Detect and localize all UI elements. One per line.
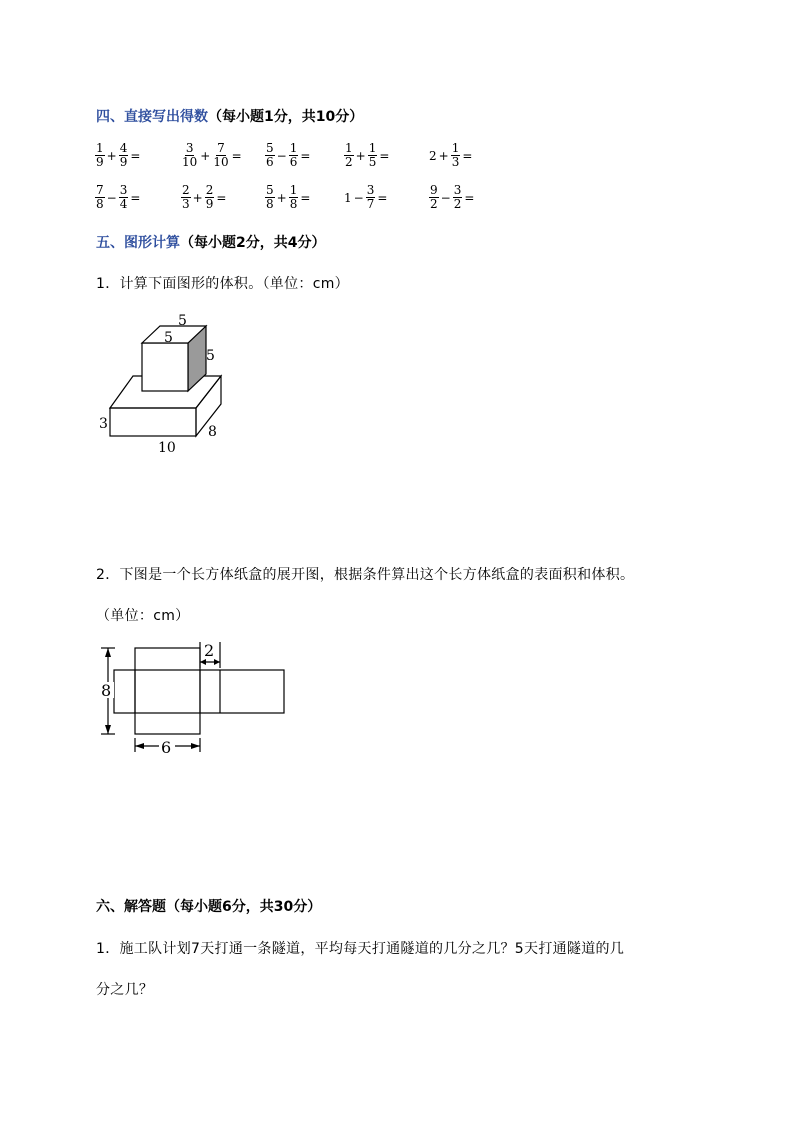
operator: +	[438, 148, 449, 163]
numerator: 3	[119, 183, 128, 197]
fraction	[205, 184, 215, 211]
denominator: 3	[182, 197, 190, 211]
arithmetic-expression	[94, 184, 141, 211]
operator: +	[200, 148, 211, 163]
fraction	[119, 142, 129, 169]
section-4-heading	[96, 106, 363, 126]
arithmetic-expression	[264, 184, 311, 211]
fraction	[212, 142, 229, 169]
denominator: 9	[119, 155, 128, 169]
cuboid-net-figure	[98, 638, 298, 762]
label-bottom: 10	[158, 440, 176, 456]
fraction	[95, 184, 105, 211]
question-5-2-line-1: 2．下图是一个长方体纸盒的展开图，根据条件算出这个长方体纸盒的表面积和体积。	[96, 567, 635, 583]
fraction	[181, 142, 198, 169]
arithmetic-expression	[343, 142, 390, 169]
numerator: 5	[266, 141, 274, 155]
section-5-score: （每小题2分，共4分）	[180, 235, 326, 251]
numerator: 4	[119, 141, 128, 155]
arithmetic-expression	[428, 184, 475, 211]
numerator: 3	[453, 183, 462, 197]
numerator: 1	[289, 141, 298, 155]
stacked-cuboid-figure	[90, 308, 240, 458]
denominator: 3	[451, 155, 460, 169]
fraction	[289, 142, 299, 169]
arithmetic-expression	[94, 142, 141, 169]
denominator: 8	[96, 197, 104, 211]
fraction	[95, 142, 105, 169]
bottom-box-front	[110, 408, 196, 436]
equals-sign: =	[464, 190, 475, 205]
label-depth-2: 2	[204, 641, 215, 660]
section-5-title: 五、图形计算	[96, 235, 180, 251]
equals-sign: =	[379, 148, 390, 163]
equals-sign: =	[300, 148, 311, 163]
denominator: 2	[453, 197, 462, 211]
numerator: 7	[96, 183, 104, 197]
denominator: 6	[266, 155, 274, 169]
operator: +	[276, 190, 287, 205]
label-top: 5	[178, 313, 187, 329]
arithmetic-expression	[264, 142, 311, 169]
label-height: 8	[101, 681, 112, 700]
numerator: 1	[368, 141, 377, 155]
arithmetic-expression	[428, 142, 473, 169]
numerator: 2	[182, 183, 190, 197]
denominator: 9	[205, 197, 214, 211]
fraction	[368, 142, 378, 169]
equals-sign: =	[130, 148, 141, 163]
fraction	[429, 184, 439, 211]
label-depth: 8	[208, 424, 217, 440]
numerator: 1	[345, 141, 353, 155]
arithmetic-expression	[343, 184, 388, 211]
equals-sign: =	[462, 148, 473, 163]
fraction	[451, 142, 461, 169]
net-center-column	[135, 648, 200, 734]
equals-sign: =	[377, 190, 388, 205]
operator: −	[440, 190, 451, 205]
denominator: 9	[96, 155, 104, 169]
denominator: 10	[182, 155, 198, 169]
equals-sign: =	[300, 190, 311, 205]
label-width: 6	[161, 738, 172, 757]
denominator: 6	[289, 155, 298, 169]
equals-sign: =	[231, 148, 242, 163]
question-5-1: 1．计算下面图形的体积。（单位：cm）	[96, 276, 349, 292]
numerator: 7	[217, 141, 225, 155]
cube-front	[142, 343, 188, 391]
denominator: 10	[213, 155, 229, 169]
question-6-1-line-1: 1．施工队计划7天打通一条隧道，平均每天打通隧道的几分之几？5天打通隧道的几	[96, 941, 625, 957]
numerator: 2	[205, 183, 214, 197]
numerator: 3	[366, 183, 375, 197]
operator: +	[106, 148, 117, 163]
section-4-score: （每小题1分，共10分）	[208, 109, 364, 125]
numerator: 1	[451, 141, 460, 155]
arithmetic-expression	[180, 142, 243, 169]
fraction	[344, 142, 354, 169]
fraction	[453, 184, 463, 211]
denominator: 5	[368, 155, 377, 169]
arithmetic-expression	[180, 184, 227, 211]
numerator: 9	[430, 183, 438, 197]
whole-number: 1	[344, 190, 352, 205]
numerator: 3	[185, 141, 194, 155]
numerator: 1	[96, 141, 104, 155]
whole-number: 2	[429, 148, 437, 163]
operator: +	[355, 148, 366, 163]
label-left: 3	[99, 416, 108, 432]
fraction	[366, 184, 376, 211]
denominator: 2	[430, 197, 438, 211]
equals-sign: =	[216, 190, 227, 205]
fraction	[265, 142, 275, 169]
numerator: 1	[289, 183, 298, 197]
section-4-title: 四、直接写出得数	[96, 109, 208, 125]
fraction	[265, 184, 275, 211]
fraction	[181, 184, 191, 211]
operator: −	[106, 190, 117, 205]
operator: −	[353, 190, 364, 205]
fraction	[119, 184, 129, 211]
operator: +	[192, 190, 203, 205]
denominator: 4	[119, 197, 128, 211]
fraction	[289, 184, 299, 211]
denominator: 2	[345, 155, 353, 169]
question-5-2-line-2: （单位：cm）	[96, 608, 190, 624]
label-right: 5	[206, 348, 215, 364]
section-6-heading: 六、解答题（每小题6分，共30分）	[96, 899, 322, 915]
label-front-top: 5	[164, 330, 173, 346]
denominator: 7	[366, 197, 375, 211]
question-6-1-line-2: 分之几？	[96, 982, 154, 998]
section-5-heading	[96, 232, 325, 252]
net-middle-strip	[114, 670, 284, 713]
denominator: 8	[289, 197, 298, 211]
numerator: 5	[266, 183, 274, 197]
operator: −	[276, 148, 287, 163]
denominator: 8	[266, 197, 274, 211]
equals-sign: =	[130, 190, 141, 205]
